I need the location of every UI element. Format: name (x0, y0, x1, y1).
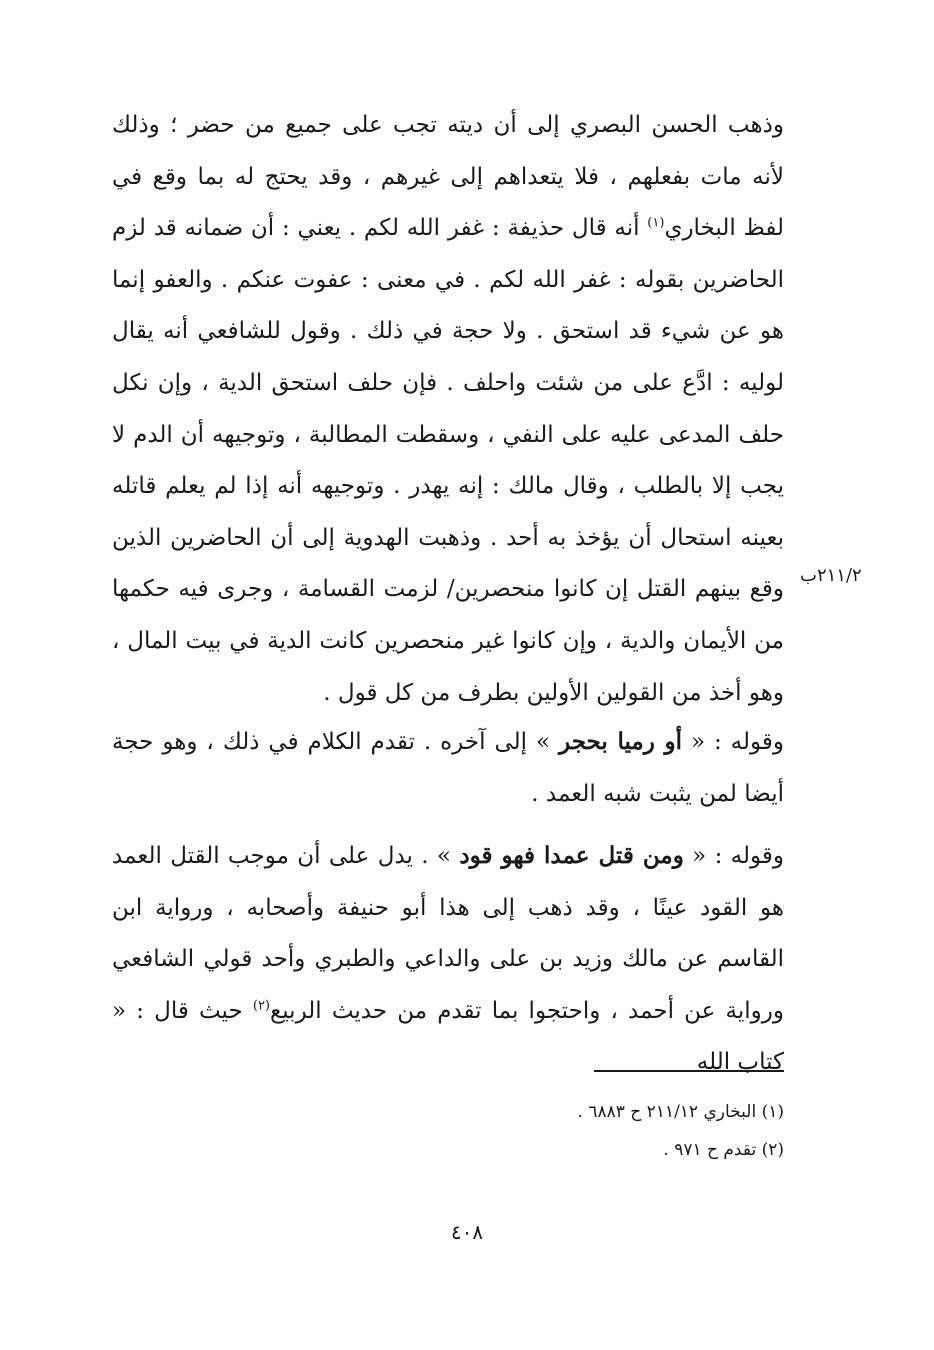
paragraph-3-pre: وقوله : « (683, 843, 785, 869)
paragraph-3 (112, 830, 784, 1089)
paragraph-1 (112, 100, 784, 719)
paragraph-3-quote: ومن قتل عمدا فهو قود (459, 842, 684, 869)
manuscript-folio-marker: ٢١١/٢ب (800, 565, 862, 586)
paragraph-3-mid: » . يدل على أن موجب القتل العمد هو القود عينًا ، وقد ذهب إلى هذا أبو حنيفة وأصحابه ، ورواية ابن القاسم عن مالك وزيد بن على والداعي والطبري وأحد قولي الشافعي ورواية عن أحمد ، واحتجوا بما تقدم من حديث الربيع (112, 843, 784, 1024)
footnote-ref-1: (١) (647, 215, 665, 231)
footnote-ref-2: (٢) (252, 998, 270, 1014)
paragraph-1-text-b: أنه قال حذيفة : غفر الله لكم . يعني : أن ضمانه قد لزم الحاضرين بقوله : غفر الله لكم . في معنى : عفوت عنكم . والعفو إنما هو عن شيء قد استحق . ولا حجة في ذلك . وقول للشافعي أنه يقال لوليه : ادَّع على من شئت واحلف . فإن حلف استحق الدية ، وإن نكل حلف المدعى عليه على النفي ، وسقطت المطالبة ، وتوجيهه أن الدم لا يجب إلا بالطلب ، وقال مالك : إنه يهدر . وتوجيهه أنه إذا لم يعلم قاتله بعينه استحال أن يؤخذ به أحد . وذهبت الهدوية إلى أن الحاضرين الذين وقع بينهم القتل إن كانوا منحصرين/ لزمت القسامة ، وجرى فيه حكمها من الأيمان والدية ، وإن كانوا غير منحصرين كانت الدية في بيت المال ، وهو أخذ من القولين الأولين بطرف من كل قول . (112, 215, 784, 706)
page-number: ٤٠٨ (450, 1220, 484, 1244)
footnote-2: (٢) تقدم ح ٩٧١ . (663, 1140, 784, 1160)
paragraph-1-text-a: وذهب الحسن البصري إلى أن ديته تجب على جميع من حضر ؛ وذلك لأنه مات بفعلهم ، فلا يتعداهم إلى غيرهم ، وقد يحتج له بما وقع في لفظ البخاري (112, 112, 784, 242)
paragraph-2-pre: وقوله : « (681, 729, 785, 755)
paragraph-2-quote: أو رميا بحجر (559, 728, 682, 755)
footnote-divider (594, 1070, 784, 1072)
paragraph-2 (112, 716, 784, 820)
paragraph-2-post: » إلى آخره . تقدم الكلام في ذلك ، وهو حجة أيضا لمن يثبت شبه العمد . (112, 729, 784, 807)
footnote-1: (١) البخاري ٢١١/١٢ ح ٦٨٨٣ . (577, 1102, 784, 1122)
paragraph-3-post: حيث قال : « كتاب الله (112, 997, 784, 1076)
footnotes (460, 1093, 784, 1169)
